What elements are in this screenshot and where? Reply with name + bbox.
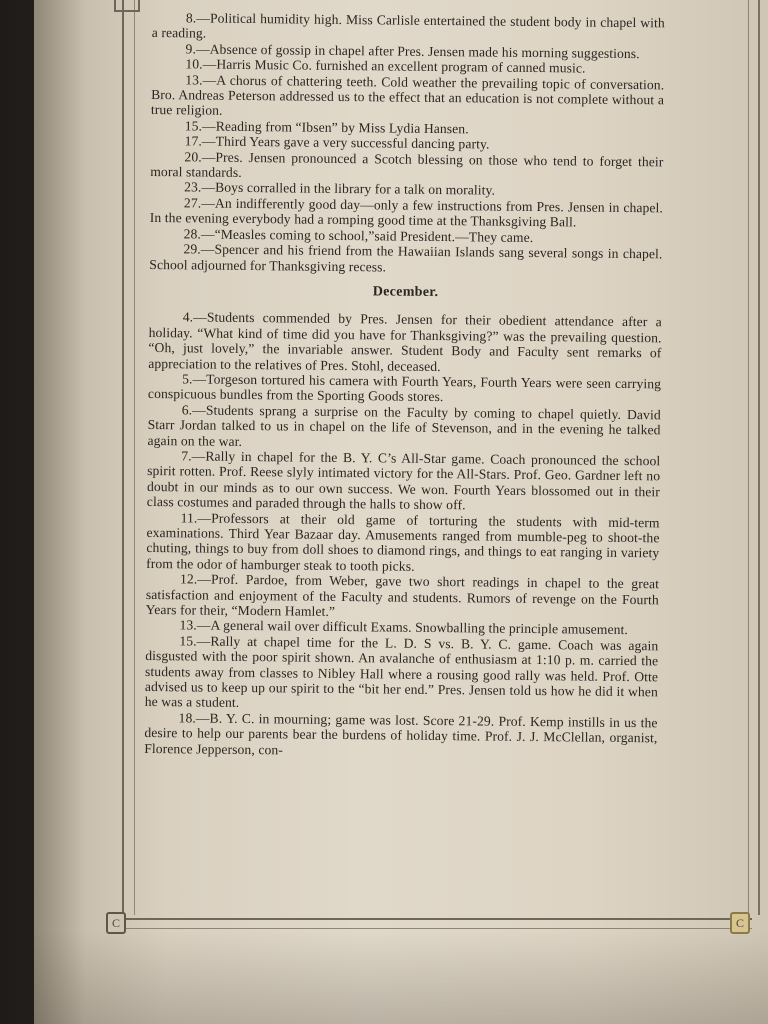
- page-shadow: [34, 930, 768, 1024]
- calendar-entry: 27.—An indifferently good day—only a few instructions from Pres. Jensen in chapel. In the evening everybody had a romping good time at the Thanksgiving Ball.: [149, 195, 664, 230]
- page-border-corner-top: [114, 0, 140, 12]
- calendar-entry: 7.—Rally in chapel for the B. Y. C’s All-Star game. Coach pronounced the school spirit rotten. Prof. Reese slyly intimated victory for the All-Stars. Prof. Geo. Gardner left no doubt in our minds as to our own success. We won. Fourth Years blossomed out in their class costumes and paraded through the halls to show off.: [146, 448, 661, 513]
- calendar-entry: 29.—Spencer and his friend from the Hawaiian Islands sang several songs in chapel. School adjourned for Thanksgiving recess.: [149, 241, 663, 274]
- calendar-entry: 12.—Prof. Pardoe, from Weber, gave two short readings in chapel to the great satisfaction and enjoyment of the Faculty and students. Rumors of revenge on the Fourth Years for their, “Modern Hamlet.”: [145, 571, 660, 619]
- calendar-entry: 5.—Torgeson tortured his camera with Fourth Years, Fourth Years were seen carrying conspicuous bundles from the Sporting Goods stores.: [147, 371, 662, 405]
- page-border-left: [122, 0, 135, 915]
- calendar-entry: 13.—A chorus of chattering teeth. Cold weather the prevailing topic of conversation. Bro. Andreas Peterson addressed us to the effect that an education is not complete without a true religion.: [150, 71, 665, 119]
- calendar-entry: 15.—Reading from “Ibsen” by Miss Lydia Hansen.: [184, 118, 469, 137]
- calendar-entry: 13.—A general wail over difficult Exams. Snowballing the principle amusement.: [179, 617, 629, 638]
- corner-ornament-right: C: [730, 912, 750, 934]
- calendar-entry: 28.—“Measles coming to school,”said President.—They came.: [183, 226, 534, 245]
- calendar-entry: 23.—Boys corralled in the library for a talk on morality.: [184, 179, 496, 199]
- calendar-entry: 11.—Professors at their old game of torturing the students with mid-term examinations. Third Year Bazaar day. Amusements ranged from mumble-peg to shoot-the chuting, things to buy from doll shoes to diamond rings, and things to eat ranging in variety from the odor of hamburger steak to tooth picks.: [146, 509, 660, 574]
- calendar-entry: 4.—Students commended by Pres. Jensen for their obedient attendance after a holiday. “What kind of time did you have for Thanksgiving?” was the prevailing question. “Oh, just lovely,” the invariable answer. Student Body and Faculty sent remarks of appreciation to the relatives of Pres. Stohl, deceased.: [148, 309, 662, 374]
- calendar-entry: 18.—B. Y. C. in mourning; game was lost. Score 21-29. Prof. Kemp instills in us the desire to help our parents bear the burdens of holiday time. Prof. J. J. McClellan, organist, Florence Jepperson, con-: [144, 710, 658, 758]
- calendar-entry: 9.—Absence of gossip in chapel after Pres. Jensen made his morning suggestions.: [185, 41, 640, 61]
- page-border-bottom: [122, 918, 752, 929]
- calendar-text-column: [144, 10, 665, 761]
- calendar-entry: 15.—Rally at chapel time for the L. D. S vs. B. Y. C. game. Coach was again disgusted with the poor spirit shown. An avalanche of enthusiasm at 1:10 p. m. carried the students away from classes to Nibley Hall where a rousing good rally was held. Prof. Otte advised us to keep up our spirit to the “bit her end.” Pres. Jensen told us how he did it when he was a student.: [144, 633, 659, 711]
- page-border-right: [748, 0, 760, 915]
- calendar-entry: 17.—Third Years gave a very successful dancing party.: [184, 133, 490, 152]
- calendar-entry: 8.—Political humidity high. Miss Carlisle entertained the student body in chapel with a reading.: [151, 10, 665, 41]
- calendar-entry: 10.—Harris Music Co. furnished an excellent program of canned music.: [185, 56, 586, 76]
- calendar-entry: 20.—Pres. Jensen pronounced a Scotch blessing on those who tend to forget their moral standards.: [150, 149, 664, 181]
- december-entries: [144, 309, 662, 761]
- month-heading: December.: [372, 284, 439, 300]
- november-entries: [149, 10, 665, 277]
- calendar-entry: 6.—Students sprang a surprise on the Faculty by coming to chapel quietly. David Starr Jordan talked to us in chapel on the life of Stevenson, and in the evening he talked again on the war.: [147, 402, 661, 449]
- corner-ornament-left: C: [106, 912, 126, 934]
